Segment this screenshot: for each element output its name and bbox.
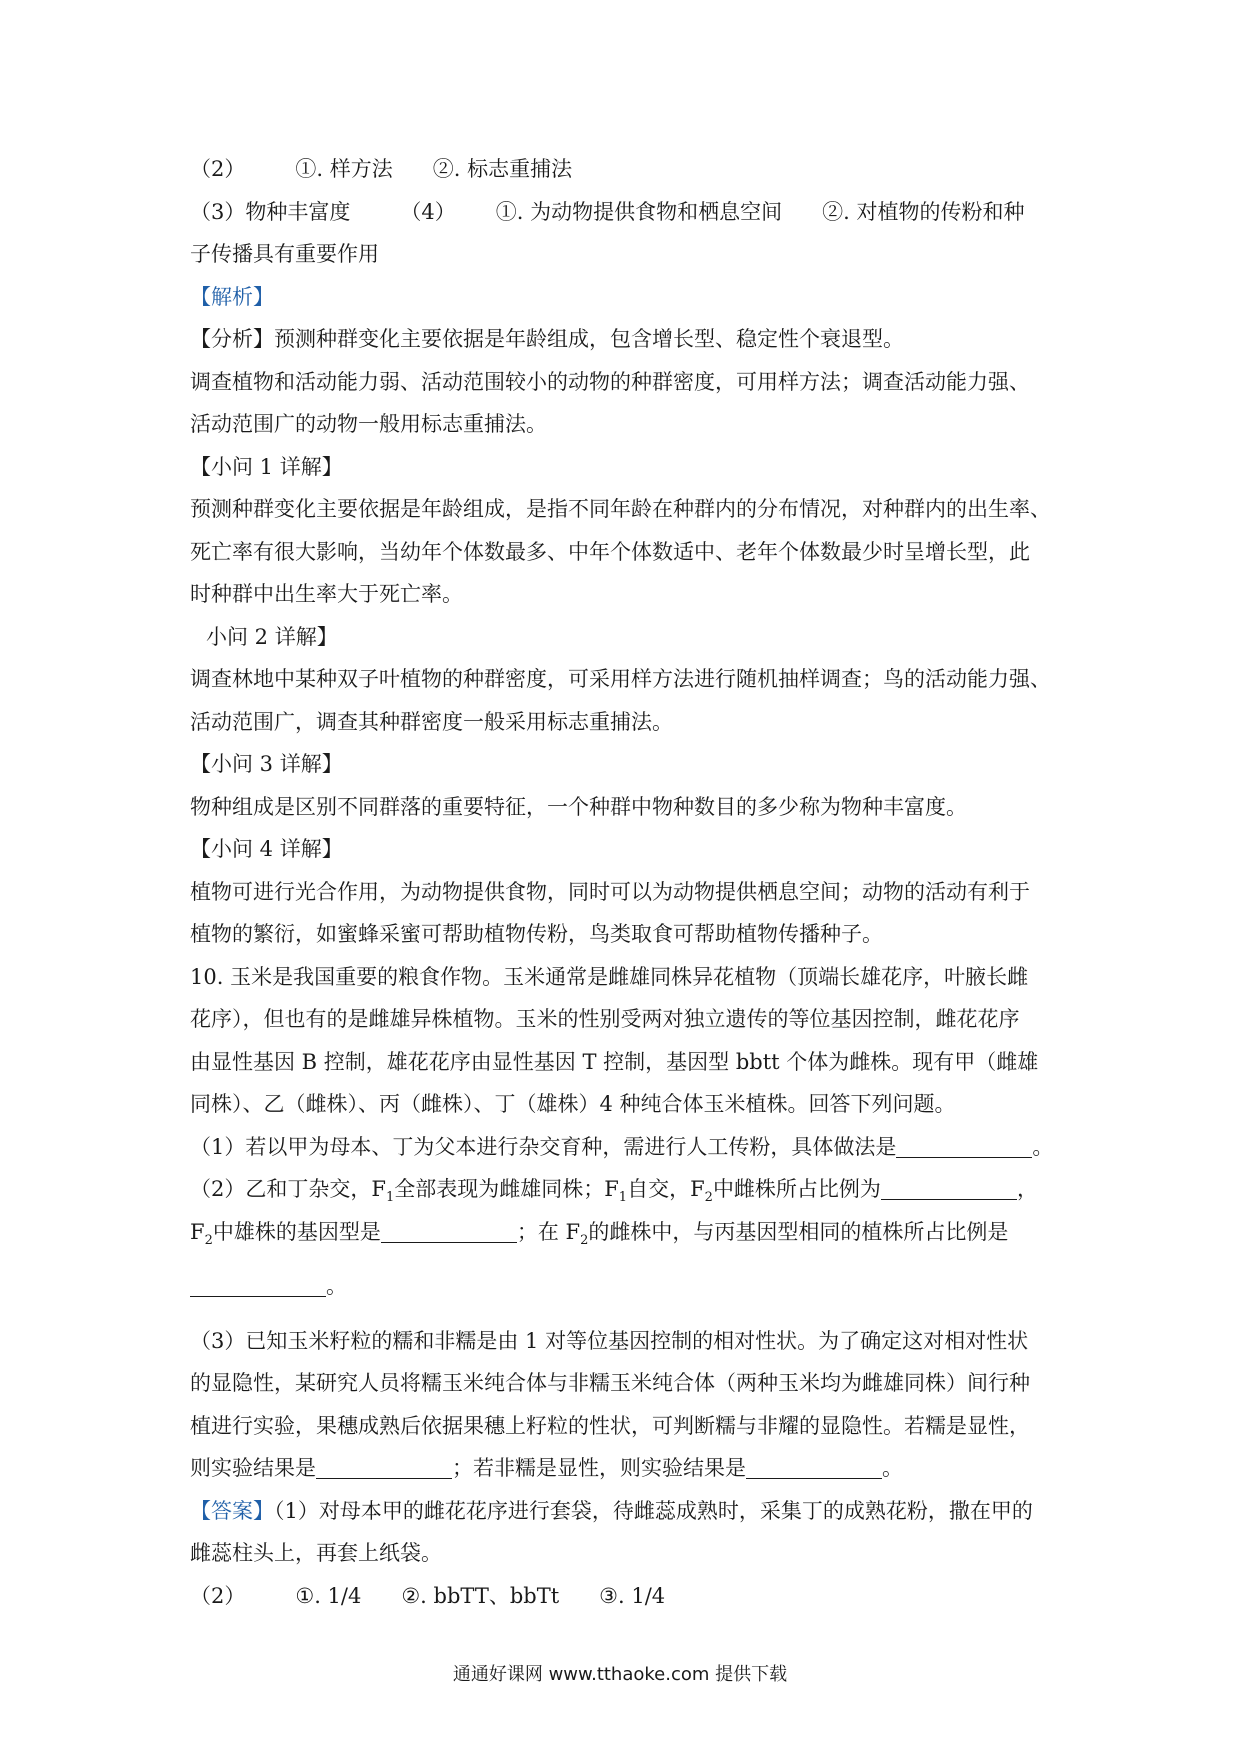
question-text: 植进行实验，果穗成熟后依据果穗上籽粒的性状，可判断糯与非耀的显隐性。若糯是显性，: [190, 1413, 1030, 1438]
answer-line-2: [190, 148, 1060, 191]
answer-blank: [746, 1456, 882, 1479]
section-heading: 【小问 3 详解】: [190, 752, 343, 776]
document-body: [190, 148, 1060, 1617]
question-text: 10. 玉米是我国重要的粮食作物。玉米通常是雌雄同株异花植物（顶端长雄花序，叶腋长雌: [190, 964, 1029, 989]
text-line: 子传播具有重要作用: [190, 242, 379, 266]
question-text: （1）若以甲为母本、丁为父本进行杂交育种，需进行人工传粉，具体做法是: [190, 1134, 897, 1159]
question-text: 中雄株的基因型是: [212, 1219, 381, 1244]
answer-part: ②. 对植物的传粉和种: [822, 199, 1025, 224]
punctuation: 。: [882, 1456, 903, 1480]
question-text: 花序），但也有的是雌雄异株植物。玉米的性别受两对独立遗传的等位基因控制，雌花花序: [190, 1007, 1020, 1031]
text-line: 【分析】预测种群变化主要依据是年龄组成，包含增长型、稳定性个衰退型。: [190, 327, 904, 351]
section-heading: 小问 2 详解】: [206, 624, 338, 649]
answer-blank: [316, 1456, 452, 1479]
sub-question-1: [190, 1126, 1060, 1169]
answer-line-2b: [190, 1575, 1060, 1618]
answer-tag: 【答案】: [190, 1498, 274, 1523]
answer-line-3-4: [190, 191, 1060, 234]
question-text: （3）已知玉米籽粒的糯和非糯是由 1 对等位基因控制的相对性状。为了确定这对相对性状: [190, 1328, 1029, 1353]
question-text: 的雌株中，与丙基因型相同的植株所占比例是: [588, 1219, 1009, 1244]
text-line: 调查林地中某种双子叶植物的种群密度，可采用样方法进行随机抽样调查；鸟的活动能力强、: [190, 667, 1051, 691]
answer-text: 雌蕊柱头上，再套上纸袋。: [190, 1541, 442, 1565]
question-text: ；若非糯是显性，则实验结果是: [452, 1456, 746, 1480]
punctuation: ，: [1016, 1177, 1038, 1201]
question-text: 则实验结果是: [190, 1456, 316, 1480]
subscript: 2: [704, 1190, 713, 1206]
text-line: 预测种群变化主要依据是年龄组成，是指不同年龄在种群内的分布情况，对种群内的出生率、: [190, 497, 1051, 521]
text-line: 调查植物和活动能力弱、活动范围较小的动物的种群密度，可用样方法；调查活动能力强、: [190, 369, 1030, 394]
item-number: （2）: [190, 157, 246, 181]
page-footer: 通通好课网 www.tthaoke.com 提供下载: [452, 1664, 788, 1685]
question-text: 的显隐性，某研究人员将糯玉米纯合体与非糯玉米纯合体（两种玉米均为雌雄同株）间行种: [190, 1371, 1030, 1395]
section-heading-analysis: 【解析】: [190, 284, 274, 309]
answer-blank: [896, 1135, 1032, 1158]
text-line: 物种组成是区别不同群落的重要特征，一个种群中物种数目的多少称为物种丰富度。: [190, 794, 967, 819]
sub-question-2-end: [190, 1265, 1060, 1308]
answer-part: ②. bbTT、bbTt: [401, 1583, 560, 1608]
answer-block: [190, 1490, 1060, 1533]
punctuation: 。: [326, 1274, 347, 1298]
answer-blank: [190, 1274, 326, 1297]
sub-question-2-cont: [190, 1211, 1060, 1254]
answer-text: （1）对母本甲的雌花花序进行套袋，待雌蕊成熟时，采集丁的成熟花粉，撒在甲的: [274, 1498, 1033, 1523]
answer-blank: [381, 1220, 517, 1243]
subscript: 1: [385, 1190, 395, 1206]
answer-part: ②. 标志重捕法: [432, 157, 573, 181]
answer-part: ①. 为动物提供食物和栖息空间: [495, 199, 783, 224]
punctuation: 。: [1032, 1134, 1054, 1159]
sub-question-3-blanks: [190, 1447, 1060, 1490]
answer-part: ①. 1/4: [295, 1583, 362, 1608]
subscript: 2: [580, 1232, 589, 1248]
text-line: 活动范围广的动物一般用标志重捕法。: [190, 412, 547, 436]
text-line: 活动范围广，调查其种群密度一般采用标志重捕法。: [190, 709, 673, 734]
answer-part: ③. 1/4: [599, 1583, 666, 1608]
section-heading: 【小问 4 详解】: [190, 837, 343, 861]
section-heading: 【小问 1 详解】: [190, 454, 343, 479]
question-text: ；在 F: [516, 1219, 581, 1244]
question-text: 自交，F: [627, 1177, 705, 1201]
question-text: 中雌株所占比例为: [712, 1177, 881, 1201]
answer-part: ①. 样方法: [295, 157, 393, 181]
question-text: （2）乙和丁杂交，F: [190, 1177, 386, 1201]
subscript: 2: [204, 1232, 213, 1248]
question-text: 同株）、乙（雌株）、丙（雌株）、丁（雄株）4 种纯合体玉米植株。回答下列问题。: [190, 1092, 956, 1116]
text-line: 植物可进行光合作用，为动物提供食物，同时可以为动物提供栖息空间；动物的活动有利于: [190, 879, 1030, 904]
answer-blank: [881, 1177, 1017, 1200]
question-text: 由显性基因 B 控制，雄花花序由显性基因 T 控制，基因型 bbtt 个体为雌株。现有甲（雌雄: [190, 1049, 1039, 1074]
question-text: 全部表现为雌雄同株；F: [394, 1177, 619, 1201]
text-line: 植物的繁衍，如蜜蜂采蜜可帮助植物传粉，鸟类取食可帮助植物传播种子。: [190, 922, 883, 946]
sub-question-2: [190, 1168, 1060, 1211]
subscript: 1: [618, 1190, 628, 1206]
text-line: 死亡率有很大影响，当幼年个体数最多、中年个体数适中、老年个体数最少时呈增长型，此: [190, 539, 1030, 564]
item-number: （4）: [400, 199, 456, 224]
answer-part: （3）物种丰富度: [190, 199, 351, 224]
item-number: （2）: [190, 1583, 246, 1608]
question-text: F: [190, 1219, 205, 1244]
text-line: 时种群中出生率大于死亡率。: [190, 582, 463, 606]
